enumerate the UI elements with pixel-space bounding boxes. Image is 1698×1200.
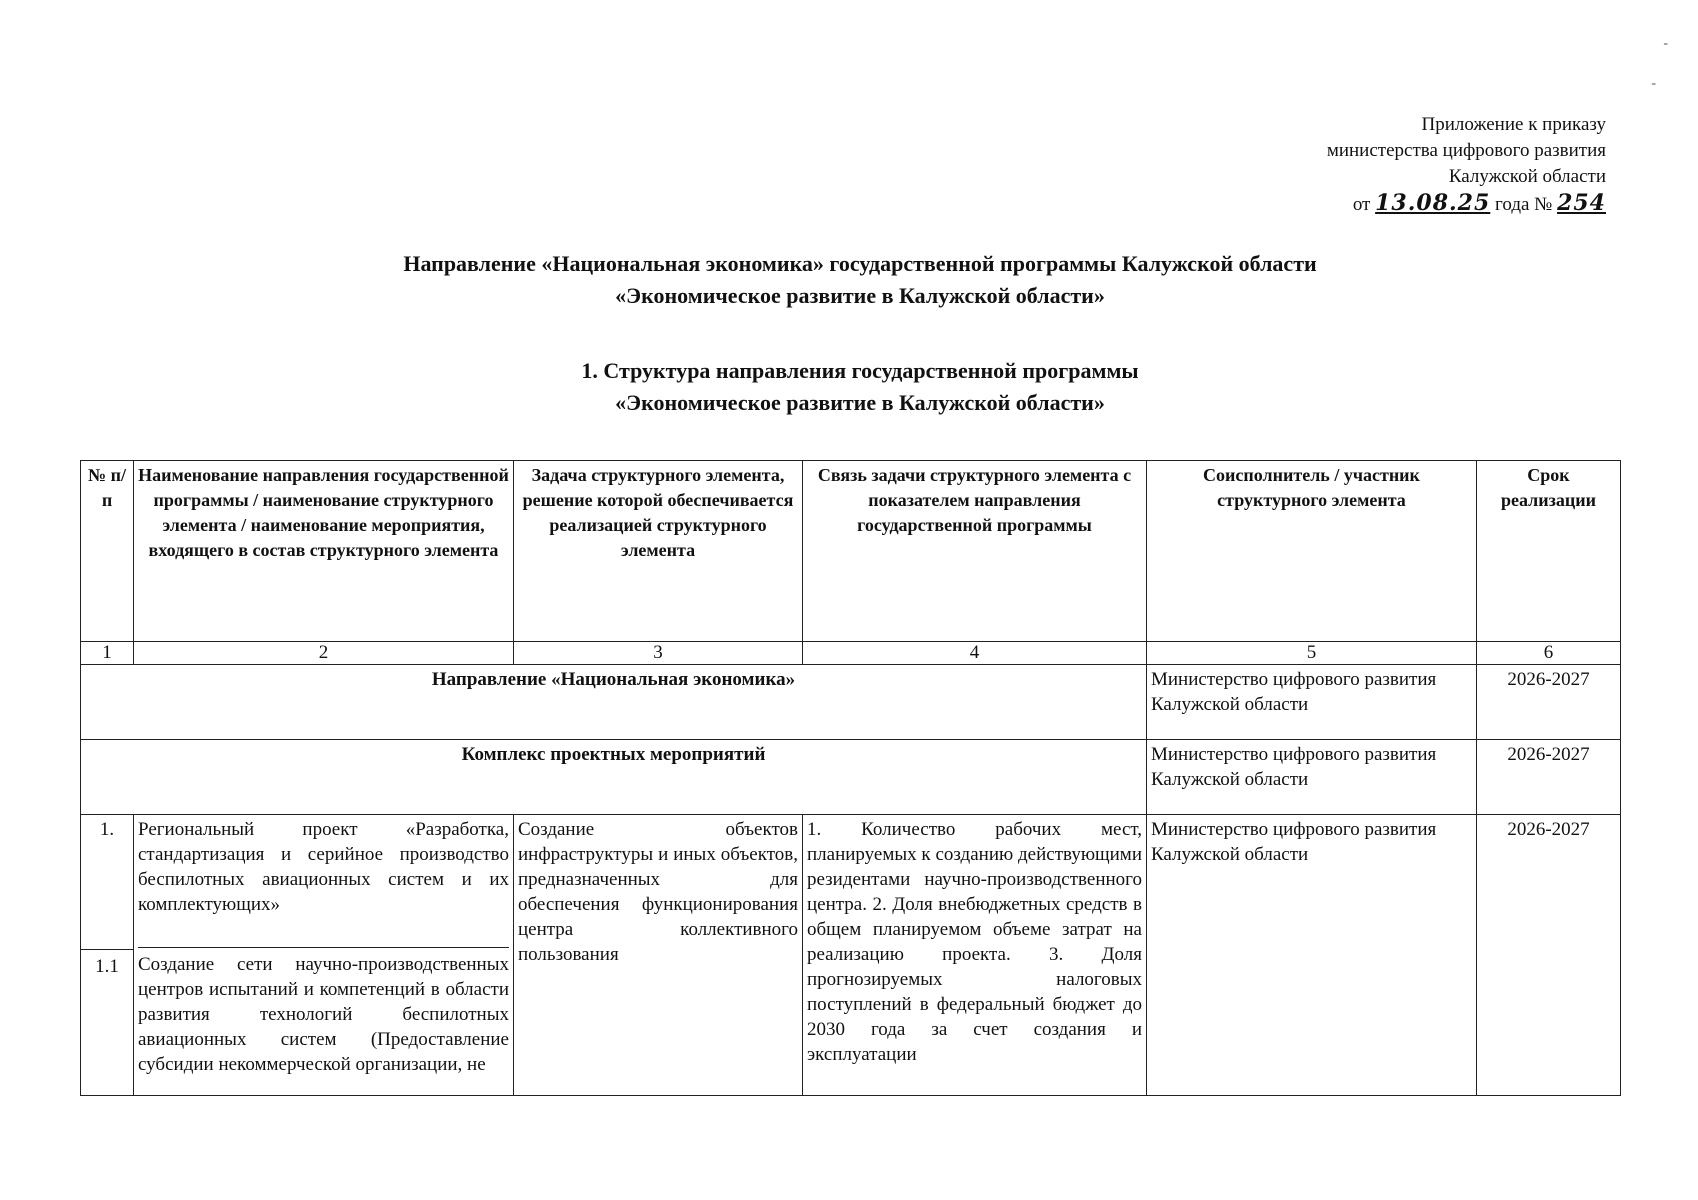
table-row-complex (81, 740, 1621, 815)
appendix-line-2: министерства цифрового развития (1326, 140, 1606, 161)
project-executor: Министерство цифрового развития Калужской области (1151, 819, 1437, 865)
section-title (200, 355, 1520, 419)
header-task: Задача структурного элемента, решение которой обеспечивается реализацией структурного элемента (514, 461, 803, 642)
row-number: 1. (99, 819, 115, 840)
document-title-line-2: «Экономическое развитие в Калужской области» (615, 283, 1105, 308)
appendix-date-line (1146, 190, 1606, 218)
col-number: 2 (134, 642, 514, 665)
table-row-direction (81, 665, 1621, 740)
group-term: 2026-2027 (1477, 665, 1621, 740)
col-number: 1 (81, 642, 134, 665)
group-name: Комплекс проектных мероприятий (81, 740, 1147, 815)
header-term: Срок реализации (1477, 461, 1621, 642)
col-number: 3 (514, 642, 803, 665)
row-name-cell (134, 815, 514, 1096)
appendix-line-3: Калужской области (1448, 166, 1606, 187)
col-number: 6 (1477, 642, 1621, 665)
group-executor: Министерство цифрового развития Калужской области (1147, 740, 1477, 815)
section-title-line-2: «Экономическое развитие в Калужской области» (615, 390, 1105, 415)
header-name: Наименование направления государственной программы / наименование структурного элемента / наименование мероприятия, входящего в состав структурного элемента (134, 461, 514, 642)
group-executor: Министерство цифрового развития Калужской области (1147, 665, 1477, 740)
group-term: 2026-2027 (1477, 740, 1621, 815)
header-executor: Соисполнитель / участник структурного элемента (1147, 461, 1477, 642)
scan-mark: - (1651, 76, 1656, 91)
col-number: 5 (1147, 642, 1477, 665)
project-indicators: 1. Количество рабочих мест, планируемых к созданию действующими резидентами научно-производственного центра. 2. Доля внебюджетных средств в общем планируемом объеме затрат на реализацию проекта. 3. Доля прогнозируемых налоговых поступлений в федеральный бюджет до 2030 года за счет создания и эксплуатации (807, 819, 1142, 1065)
document-title-line-1: Направление «Национальная экономика» государственной программы Калужской области (403, 251, 1317, 276)
group-name: Направление «Национальная экономика» (81, 665, 1147, 740)
project-name: Региональный проект «Разработка, стандартизация и серийное производство беспилотных авиационных систем и их комплектующих» (138, 819, 509, 915)
scan-mark: - (1663, 36, 1668, 51)
subrow-number: 1.1 (81, 949, 133, 979)
column-number-row (81, 642, 1621, 665)
col-number: 4 (803, 642, 1147, 665)
subproject-name: Создание сети научно-производственных центров испытаний и компетенций в области развития технологий беспилотных авиационных систем (Предоставление субсидии некоммерческой организации, не (138, 947, 509, 1077)
project-task: Создание объектов инфраструктуры и иных объектов, предназначенных для обеспечения функционирования центра коллективного пользования (518, 819, 798, 965)
appendix-from: от (1352, 194, 1371, 215)
row-term-cell (1477, 815, 1621, 1096)
header-link: Связь задачи структурного элемента с показателем направления государственной программы (803, 461, 1147, 642)
row-task-cell (514, 815, 803, 1096)
appendix-header (1146, 112, 1606, 218)
appendix-year-word: года № (1495, 194, 1553, 215)
section-title-line-1: 1. Структура направления государственной программы (581, 358, 1139, 383)
row-number-cell (81, 815, 134, 1096)
handwritten-number: 254 (1557, 190, 1606, 216)
row-executor-cell (1147, 815, 1477, 1096)
table-row-project (81, 815, 1621, 1096)
appendix-line-1: Приложение к приказу (1421, 114, 1606, 135)
project-term: 2026-2027 (1507, 819, 1590, 840)
document-title (200, 248, 1520, 312)
row-link-cell (803, 815, 1147, 1096)
table-header-row (81, 461, 1621, 642)
structure-table (80, 460, 1621, 1096)
header-num: № п/п (81, 461, 134, 642)
handwritten-date: 13.08.25 (1375, 190, 1491, 216)
